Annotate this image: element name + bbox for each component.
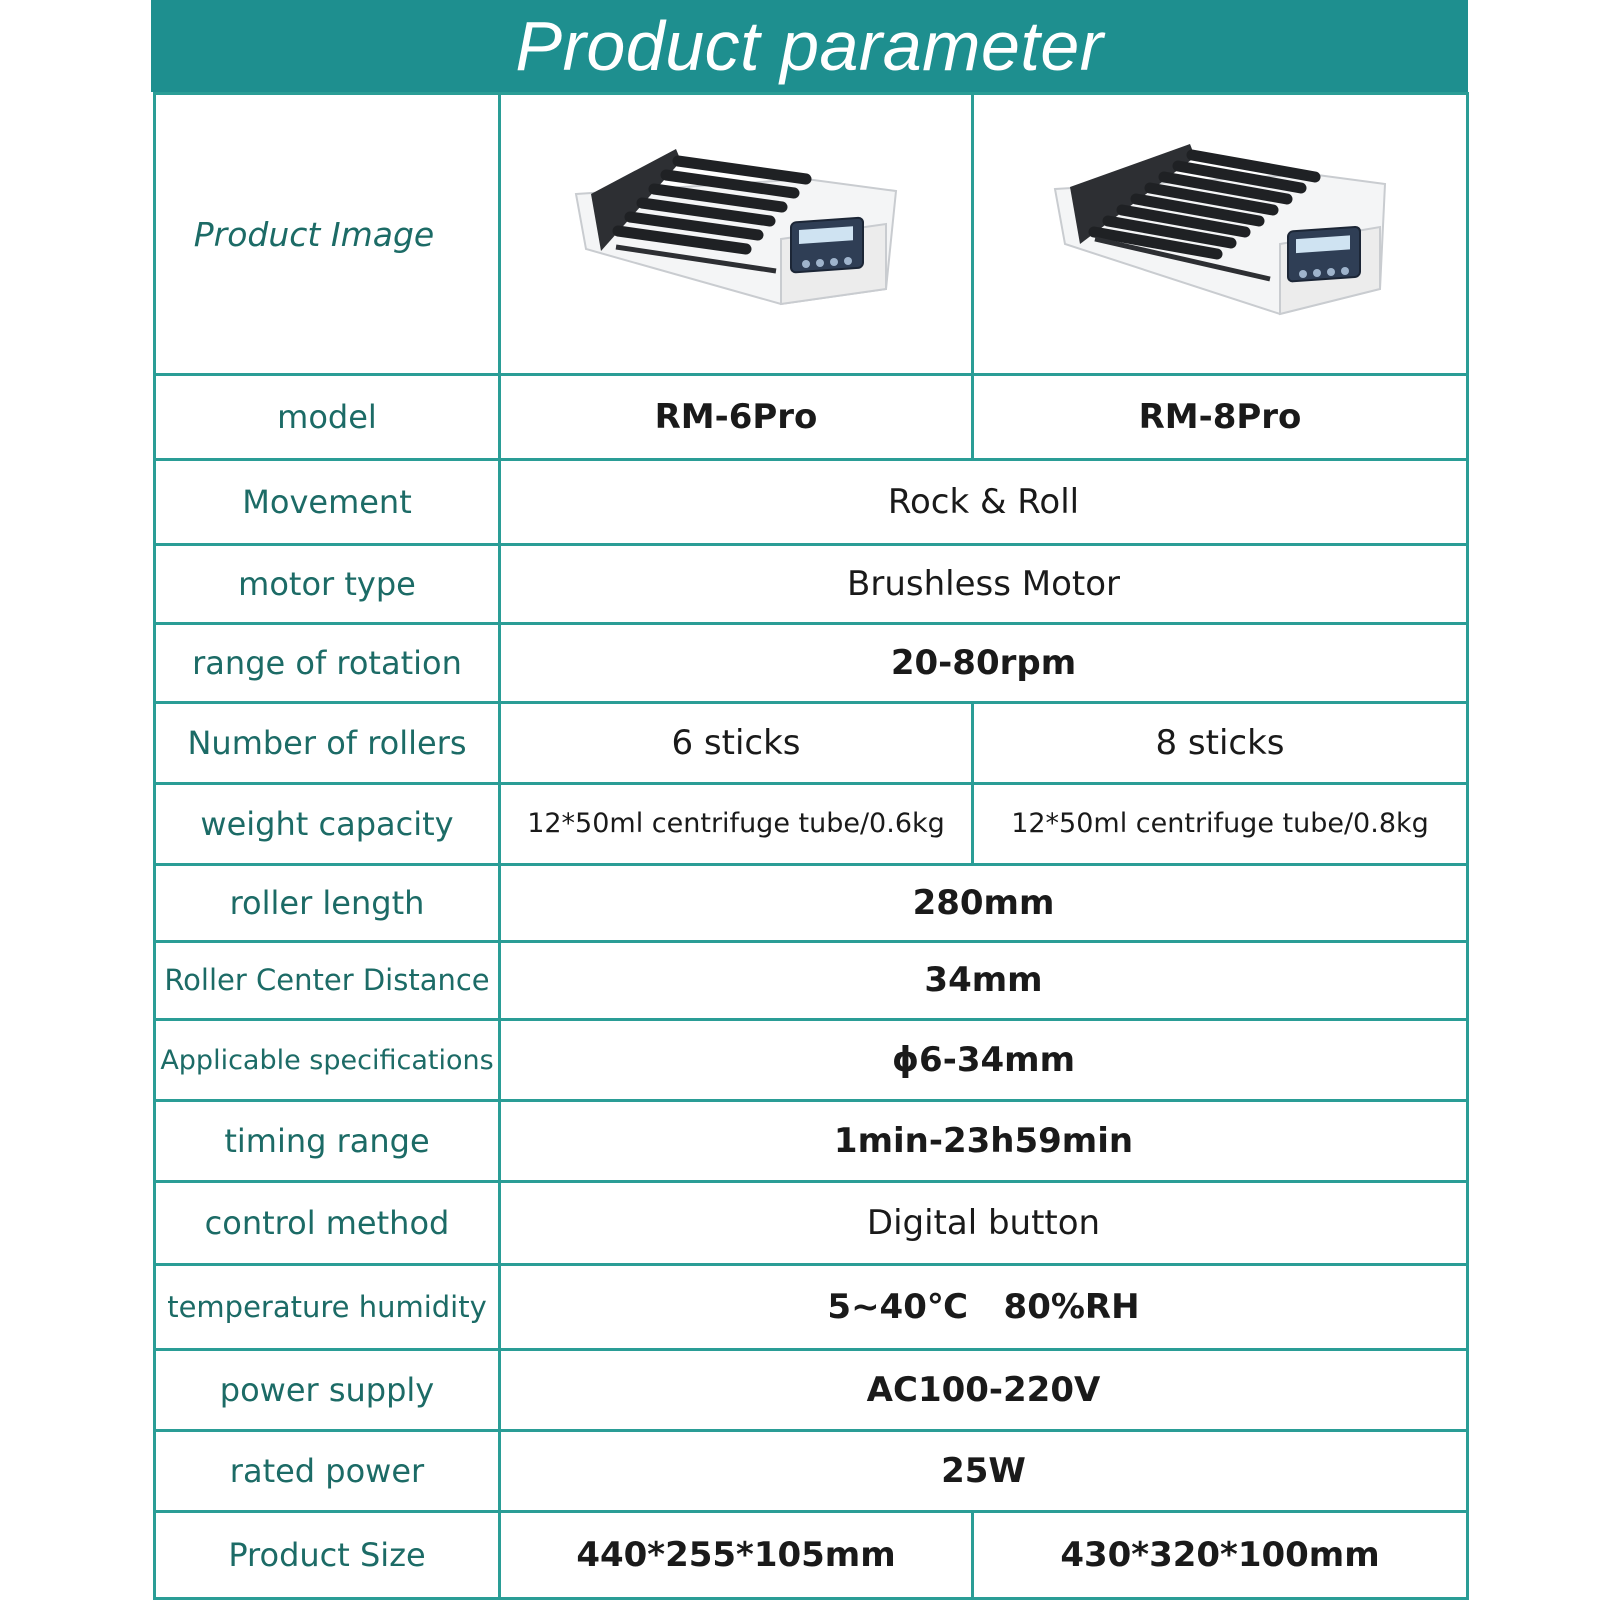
label-weight-capacity: weight capacity bbox=[155, 783, 500, 864]
value-roller-center-distance: 34mm bbox=[500, 941, 1468, 1020]
label-roller-center-distance: Roller Center Distance bbox=[155, 941, 500, 1020]
label-movement: Movement bbox=[155, 460, 500, 545]
value-model-rm8: RM-8Pro bbox=[973, 375, 1468, 460]
row-product-size bbox=[155, 1511, 1468, 1598]
row-power-supply bbox=[155, 1350, 1468, 1431]
row-applicable-specifications bbox=[155, 1020, 1468, 1101]
value-motor-type: Brushless Motor bbox=[500, 545, 1468, 624]
image-cell-rm8 bbox=[973, 94, 1468, 375]
row-rated-power bbox=[155, 1431, 1468, 1512]
label-roller-length: roller length bbox=[155, 864, 500, 941]
value-rated-power: 25W bbox=[500, 1431, 1468, 1512]
label-rated-power: rated power bbox=[155, 1431, 500, 1512]
value-temperature-humidity: 5~40℃ 80%RH bbox=[500, 1265, 1468, 1350]
image-cell-rm6 bbox=[500, 94, 973, 375]
title-banner bbox=[151, 0, 1468, 92]
row-control-method bbox=[155, 1182, 1468, 1265]
value-movement: Rock & Roll bbox=[500, 460, 1468, 545]
value-rollers-rm6: 6 sticks bbox=[500, 702, 973, 783]
value-applicable-specifications: ϕ6-34mm bbox=[500, 1020, 1468, 1101]
row-weight-capacity bbox=[155, 783, 1468, 864]
label-control-method: control method bbox=[155, 1182, 500, 1265]
row-number-of-rollers bbox=[155, 702, 1468, 783]
value-size-rm6: 440*255*105mm bbox=[500, 1511, 973, 1598]
row-temperature-humidity bbox=[155, 1265, 1468, 1350]
row-movement bbox=[155, 460, 1468, 545]
label-product-image: Product Image bbox=[155, 94, 500, 375]
row-timing-range bbox=[155, 1101, 1468, 1182]
row-model bbox=[155, 375, 1468, 460]
value-rollers-rm8: 8 sticks bbox=[973, 702, 1468, 783]
row-product-image bbox=[155, 94, 1468, 375]
value-range-of-rotation: 20-80rpm bbox=[500, 623, 1468, 702]
label-product-size: Product Size bbox=[155, 1511, 500, 1598]
roller-mixer-6-icon bbox=[556, 139, 916, 329]
value-power-supply: AC100-220V bbox=[500, 1350, 1468, 1431]
label-range-of-rotation: range of rotation bbox=[155, 623, 500, 702]
label-temperature-humidity: temperature humidity bbox=[155, 1265, 500, 1350]
row-range-of-rotation bbox=[155, 623, 1468, 702]
row-roller-length bbox=[155, 864, 1468, 941]
value-timing-range: 1min-23h59min bbox=[500, 1101, 1468, 1182]
value-capacity-rm6: 12*50ml centrifuge tube/0.6kg bbox=[500, 783, 973, 864]
roller-mixer-8-icon bbox=[1040, 139, 1400, 329]
parameter-table bbox=[153, 92, 1466, 1600]
label-number-of-rollers: Number of rollers bbox=[155, 702, 500, 783]
page-title: Product parameter bbox=[515, 7, 1104, 85]
label-applicable-specifications: Applicable specifications bbox=[155, 1020, 500, 1101]
label-power-supply: power supply bbox=[155, 1350, 500, 1431]
label-model: model bbox=[155, 375, 500, 460]
value-roller-length: 280mm bbox=[500, 864, 1468, 941]
value-control-method: Digital button bbox=[500, 1182, 1468, 1265]
label-timing-range: timing range bbox=[155, 1101, 500, 1182]
label-motor-type: motor type bbox=[155, 545, 500, 624]
value-size-rm8: 430*320*100mm bbox=[973, 1511, 1468, 1598]
row-motor-type bbox=[155, 545, 1468, 624]
value-model-rm6: RM-6Pro bbox=[500, 375, 973, 460]
row-roller-center-distance bbox=[155, 941, 1468, 1020]
value-capacity-rm8: 12*50ml centrifuge tube/0.8kg bbox=[973, 783, 1468, 864]
